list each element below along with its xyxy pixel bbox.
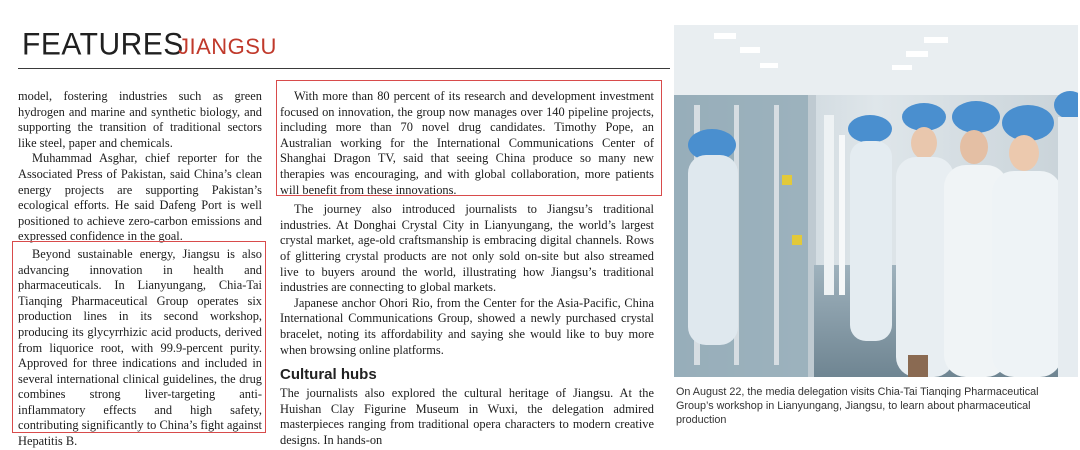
paragraph: Beyond sustainable energy, Jiangsu is also advancing innovation in health and pharmaceuticals. In Lianyungang, Chia-Tai Tianqing Pharmaceutical Group operates six production lines in its second workshop, producing its glycyrrhizic acid products, derived from liquorice root, with 99.9-percent purity. Approved for three indications and included in several international clinical guidelines, the drug combines strong liver-targeting anti-inflammatory effects and high safety, contributing significantly to China’s fight against Hepatitis B. <box>18 246 262 449</box>
article-photo <box>674 25 1078 377</box>
paragraph: Muhammad Asghar, chief reporter for the Associated Press of Pakistan, said China’s clean energy projects are supporting Pakistan’s ecological efforts. He said Dafeng Port is well positioned to achieve zero-carbon emissions and expressed confidence in the goal. <box>18 151 262 244</box>
paragraph: Japanese anchor Ohori Rio, from the Center for the Asia-Pacific, China International Communications Group, showed a newly purchased crystal bracelet, noting its affordability and saying she would like to buy more when browsing online platforms. <box>280 295 654 357</box>
photo-caption: On August 22, the media delegation visits Chia-Tai Tianqing Pharmaceutical Group’s workshop in Lianyungang, Jiangsu, to learn about pharmaceutical production <box>676 386 1039 426</box>
subheading: Cultural hubs <box>280 366 377 384</box>
section-subtitle: JIANGSU <box>178 34 277 59</box>
paragraph: With more than 80 percent of its research and development investment focused on innovation, the group now manages over 140 pipeline projects, including more than 70 novel drug candidates. Timothy Pope, an Australian working for the International Communications Center of Shanghai Dragon TV, said that seeing China produce so many new therapies was encouraging, and with global collaboration, more patients will benefit from these innovations. <box>280 89 654 197</box>
article-column-2 <box>280 89 654 448</box>
paragraph: model, fostering industries such as green hydrogen and marine and synthetic biology, and supporting the transition of traditional sectors like steel, paper and chemicals. <box>18 89 262 150</box>
workshop-photo-illustration <box>674 25 1078 377</box>
article-column-1 <box>18 89 262 450</box>
section-title: FEATURES <box>22 27 184 62</box>
paragraph: The journey also introduced journalists to Jiangsu’s traditional industries. At Donghai Crystal City in Lianyungang, the world’s largest crystal market, age-old craftsmanship is embracing digital channels. Rows of glittering crystal products are not only sold on-site but also streamed live to buyers around the world, illustrating how Jiangsu’s traditional industries are connecting to global markets. <box>280 202 654 295</box>
section-masthead <box>18 28 670 69</box>
paragraph: The journalists also explored the cultural heritage of Jiangsu. At the Huishan Clay Figurine Museum in Wuxi, the delegation admired masterpieces ranging from traditional opera characters to modern creative designs. In hands-on <box>280 386 654 447</box>
